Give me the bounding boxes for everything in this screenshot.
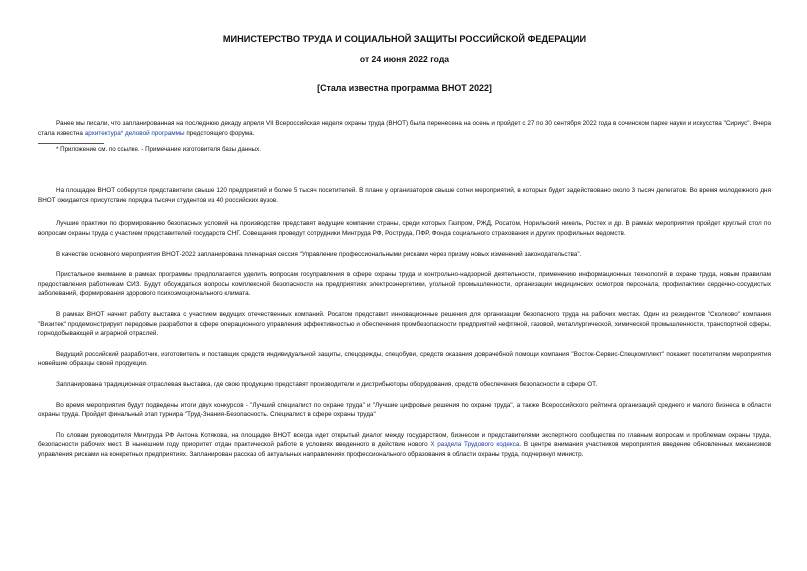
intro-paragraph (38, 119, 771, 138)
closing-text-end: . В центре внимания участников мероприятия введение обновленных механизмов управления рисками на конкретных предприятиях. Запланирован рассказ об актуальных направлениях профессионального образования в области охраны труда, подчеркнул министр. (38, 441, 771, 458)
ministry-heading: МИНИСТЕРСТВО ТРУДА И СОЦИАЛЬНОЙ ЗАЩИТЫ РОССИЙСКОЙ ФЕДЕРАЦИИ (222, 34, 587, 44)
intro-text-end: предстоящего форума. (184, 129, 255, 137)
intro-text: Ранее мы писали, что запланированная на последнюю декаду апреля VII Всероссийская неделя охраны труда (ВНОТ) была перенесена на осень и пройдет с 27 по 30 сентября 2022 года в сочинском парке науки и искусства "Сириус". Вчера стала известна (38, 120, 771, 137)
paragraph-best-practices: Лучшие практики по формированию безопасных условий на производстве представят ведущие компании страны, среди которых Газпром, РЖД, Росатом, Норильский никель, Ростех и др. В рамках мероприятия пройдет круглый стол по вопросам охраны труда с участием представителей государств СНГ. Совещания проведут сотрудники Минтруда РФ, Роструда, ПФР, Фонда социального страхования и других профильных ведомств. (38, 220, 771, 237)
document-date: от 24 июня 2022 года (359, 54, 450, 64)
footnote-divider (38, 143, 104, 144)
footnote: * Приложение см. по ссылке. - Примечание изготовителя базы данных. (56, 146, 261, 154)
document-page (38, 34, 771, 459)
paragraph-program-focus: Пристальное внимание в рамках программы предполагается уделить вопросам госуправления в сфере охраны труда и контрольно-надзорной деятельности, применению информационных технологий в охране труда, новым правилам предоставления работникам СИЗ. Будут обсуждаться вопросы комплексной безопасности на предприятиях электроэнергетики, угольной промышленности, организации медицинских осмотров персонала, профилактики сердечно-сосудистых заболеваний, формирования здорового психоэмоционального климата. (38, 271, 771, 298)
document-title: [Стала известна программа ВНОТ 2022] (317, 83, 492, 93)
program-architecture-link[interactable]: архитектура* деловой программы (84, 129, 185, 137)
paragraph-participants: На площадке ВНОТ соберутся представители свыше 120 предприятий и более 5 тысяч посетителей. В плане у организаторов свыше сотни мероприятий, в которых будет задействовано около 3 тысяч делегатов. Во время молодежного дня ВНОТ ожидается присутствие порядка тысячи студентов из 40 российских вузов. (38, 187, 771, 204)
paragraph-contests: Во время мероприятия будут подведены итоги двух конкурсов - "Лучший специалист по охране труда" и "Лучшие цифровые решения по охране труда", а также Всероссийского рейтинга организаций среднего и малого бизнеса в области охраны труда. Пройдет финальный этап турнира "Труд-Знания-Безопасность. Специалист в сфере охраны труда" (38, 401, 771, 419)
paragraph-minister-quote (38, 431, 771, 460)
paragraph-exhibition: В рамках ВНОТ начнет работу выставка с участием ведущих отечественных компаний. Росатом представит инновационные решения для организации безопасного труда на рабочих местах. Один из резидентов "Сколково" компания "Визитек" продемонстрирует передовые разработки в сфере операционного управления эффективностью и обеспечения промбезопасности предприятий нефтяной, газовой, металлургической, химической промышленности, транспортной сферы, горнодобывающей и аграрной отраслей. (38, 310, 771, 338)
paragraph-plenary-session: В качестве основного мероприятия ВНОТ-2022 запланирована пленарная сессия "Управление профессиональными рисками через призму новых изменений законодательства". (56, 250, 582, 258)
paragraph-industry-exhibition: Запланирована традиционная отраслевая выставка, где свою продукцию представят производители и дистрибьюторы оборудования, средств обеспечения безопасности в сфере ОТ. (56, 380, 598, 388)
closing-text: По словам руководителя Минтруда РФ Антона Котякова, на площадке ВНОТ всегда идет открытый диалог между государством, бизнесом и представителями экспертного сообщества по главным вопросам и проблемам охраны труда, безопасности рабочих мест. В нынешнем году приоритет отдан практической работе в условиях введенного в действие нового (38, 431, 771, 449)
labor-code-link[interactable]: Х раздела Трудового кодекса (430, 441, 520, 449)
paragraph-ppe-developer: Ведущий российский разработчик, изготовитель и поставщик средств индивидуальной защиты, спецодежды, спецобуви, средств оказания доврачебной помощи компания "Восток-Сервис-Спецкомплект" покажет посетителям мероприятия новейшие образцы своей продукции. (38, 350, 771, 368)
